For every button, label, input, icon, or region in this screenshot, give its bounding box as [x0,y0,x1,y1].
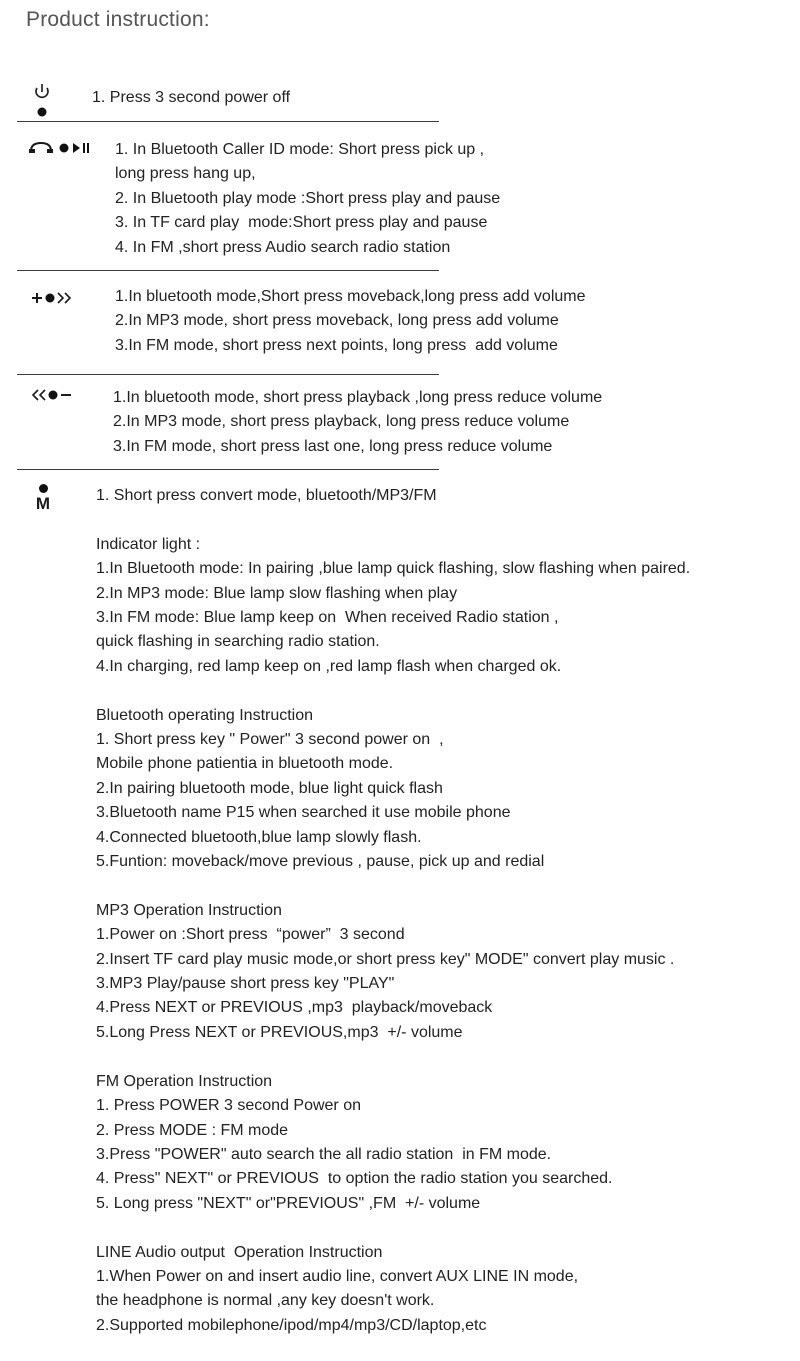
next-volume-up-icon [30,288,80,308]
call-play-section [115,138,500,260]
power-section [92,86,290,110]
mp3-line: 3.MP3 Play/pause short press key "PLAY" [96,975,395,993]
prev-volume-line: 3.In FM mode, short press last one, long press reduce volume [113,437,553,455]
mp3-line: 4.Press NEXT or PREVIOUS ,mp3 playback/moveback [96,999,493,1017]
page-title: Product instruction: [26,8,210,31]
fm-line: 2. Press MODE : FM mode [96,1121,289,1139]
next-volume-line: 2.In MP3 mode, short press moveback, long press add volume [115,312,559,330]
mp3-line: 2.Insert TF card play music mode,or short press key" MODE" convert play music . [96,950,675,968]
line-out-line: 2.Supported mobilephone/ipod/mp4/mp3/CD/laptop,etc [96,1316,487,1334]
bluetooth-line: 4.Connected bluetooth,blue lamp slowly flash. [96,828,422,846]
line-out-line: 1.When Power on and insert audio line, convert AUX LINE IN mode, [96,1267,579,1285]
mode-letter: M [35,494,51,513]
prev-volume-section [113,386,602,459]
bluetooth-heading: Bluetooth operating Instruction [96,706,314,724]
mp3-line: 1.Power on :Short press “power” 3 second [96,926,405,944]
divider [17,469,439,470]
indicator-line: 2.In MP3 mode: Blue lamp slow flashing when play [96,584,458,602]
mp3-line: 5.Long Press NEXT or PREVIOUS,mp3 +/- volume [96,1023,463,1041]
divider [17,270,439,271]
line-out-heading: LINE Audio output Operation Instruction [96,1243,383,1261]
bluetooth-line: 5.Funtion: moveback/move previous , pause, pick up and redial [96,853,545,871]
fm-line: 3.Press "POWER" auto search the all radio station in FM mode. [96,1145,552,1163]
fm-line: 1. Press POWER 3 second Power on [96,1097,361,1115]
call-play-line: 3. In TF card play mode:Short press play and pause [115,214,488,232]
indicator-line: 1.In Bluetooth mode: In pairing ,blue lamp quick flashing, slow flashing when paired. [96,560,691,578]
bluetooth-line: Mobile phone patientia in bluetooth mode. [96,755,394,773]
indicator-line: 4.In charging, red lamp keep on ,red lamp flash when charged ok. [96,657,562,675]
divider [17,121,439,122]
bluetooth-line: 3.Bluetooth name P15 when searched it use mobile phone [96,804,511,822]
power-icon [31,82,53,118]
call-play-line: 2. In Bluetooth play mode :Short press play and pause [115,189,501,207]
prev-volume-line: 1.In bluetooth mode, short press playback ,long press reduce volume [113,389,603,406]
mode-section [96,484,690,1338]
bluetooth-line: 2.In pairing bluetooth mode, blue light quick flash [96,779,443,797]
mode-m-icon [31,484,55,513]
bluetooth-line: 1. Short press key " Power" 3 second power on , [96,731,444,749]
call-play-line: 1. In Bluetooth Caller ID mode: Short press pick up , [115,141,485,158]
fm-line: 5. Long press "NEXT" or"PREVIOUS" ,FM +/- volume [96,1194,481,1212]
call-play-line: long press hang up, [115,165,256,183]
indicator-heading: Indicator light : [96,535,201,553]
indicator-line: quick flashing in searching radio station. [96,633,380,651]
mode-line: 1. Short press convert mode, bluetooth/MP3/FM [96,487,437,504]
call-play-line: 4. In FM ,short press Audio search radio station [115,238,451,256]
next-volume-section [115,285,586,358]
prev-volume-line: 2.In MP3 mode, short press playback, long press reduce volume [113,413,570,431]
call-play-pause-icon [28,138,100,158]
fm-heading: FM Operation Instruction [96,1072,273,1090]
previous-volume-down-icon [30,385,80,405]
next-volume-line: 1.In bluetooth mode,Short press moveback,long press add volume [115,288,586,305]
next-volume-line: 3.In FM mode, short press next points, long press add volume [115,336,558,354]
mp3-heading: MP3 Operation Instruction [96,901,282,919]
fm-line: 4. Press" NEXT" or PREVIOUS to option the radio station you searched. [96,1170,613,1188]
line-out-line: the headphone is normal ,any key doesn't work. [96,1292,435,1310]
divider [17,374,439,375]
power-line: 1. Press 3 second power off [92,89,291,106]
indicator-line: 3.In FM mode: Blue lamp keep on When received Radio station , [96,609,559,627]
